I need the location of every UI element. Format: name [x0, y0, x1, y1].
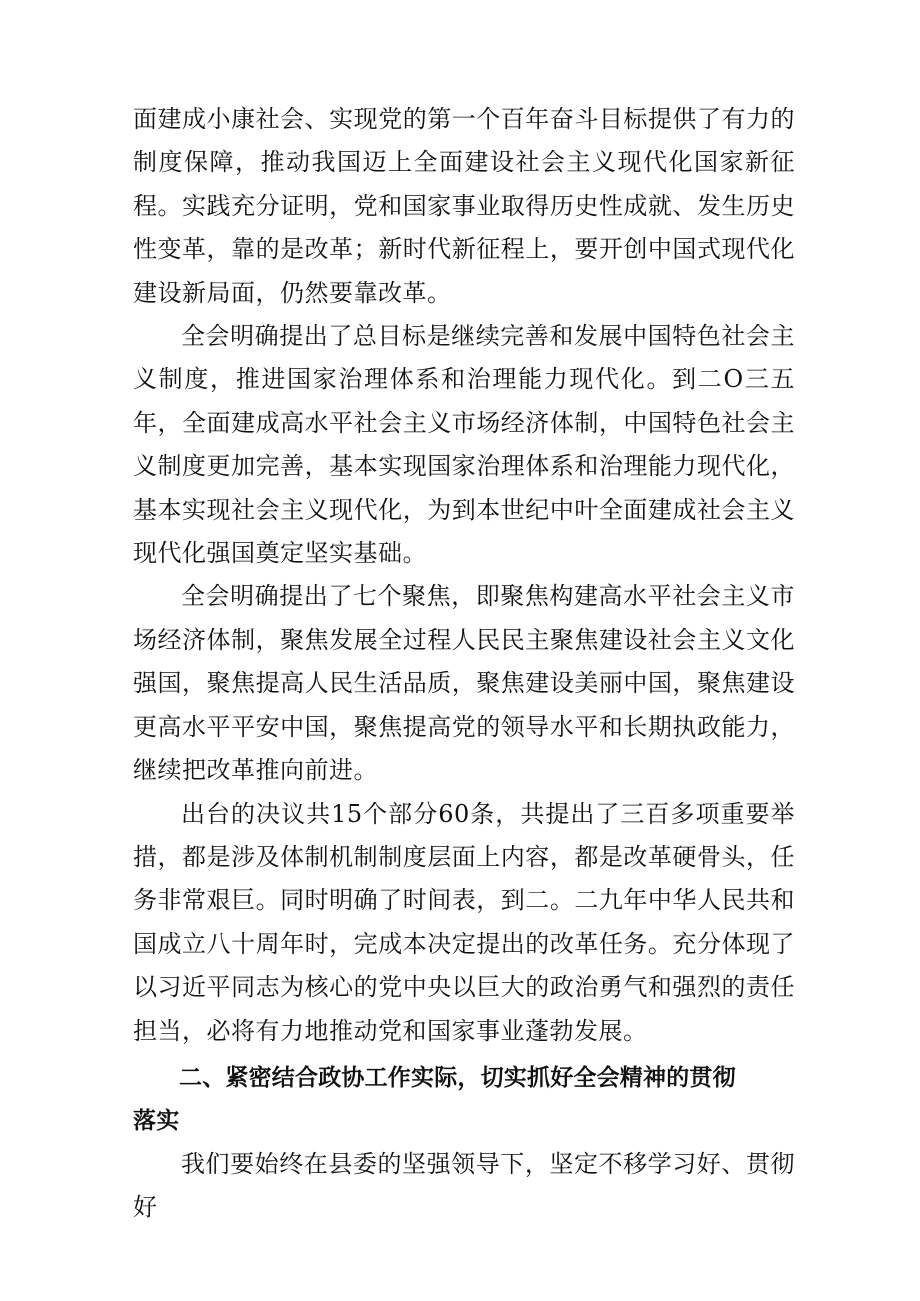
- section-heading-line-1: 二、紧密结合政协工作实际，切实抓好全会精神的贯彻: [179, 1064, 736, 1091]
- section-heading: [133, 1057, 779, 1143]
- paragraph-1: 面建成小康社会、实现党的第一个百年奋斗目标提供了有力的制度保障，推动我国迈上全面建设社会主义现代化国家新征程。实践充分证明，党和国家事业取得历史性成就、发生历史性变革，靠的是改革；新时代新征程上，要开创中国式现代化建设新局面，仍然要靠改革。: [133, 105, 795, 307]
- paragraph-5: 我们要始终在县委的坚强领导下，坚定不移学习好、贯彻好: [133, 1149, 795, 1222]
- paragraph-3: 全会明确提出了七个聚焦，即聚焦构建高水平社会主义市场经济体制，聚焦发展全过程人民民主聚焦建设社会主义文化强国，聚焦提高人民生活品质，聚焦建设美丽中国，聚焦建设更高水平平安中国，聚焦提高党的领导水平和长期执政能力，继续把改革推向前进。: [133, 582, 795, 785]
- paragraph-2: 全会明确提出了总目标是继续完善和发展中国特色社会主义制度，推进国家治理体系和治理能力现代化。到二O三五年，全面建成高水平社会主义市场经济体制，中国特色社会主义制度更加完善，基本实现国家治理体系和治理能力现代化，基本实现社会主义现代化，为到本世纪中叶全面建成社会主义现代化强国奠定坚实基础。: [133, 322, 795, 568]
- document-body: [133, 98, 795, 1230]
- paragraph-4: 出台的决议共15个部分60条，共提出了三百多项重要举措，都是涉及体制机制制度层面上内容，都是改革硬骨头，任务非常艰巨。同时明确了时间表，到二。二九年中华人民共和国成立八十周年时，完成本决定提出的改革任务。充分体现了以习近平同志为核心的党中央以巨大的政治勇气和强烈的责任担当，必将有力地推动党和国家事业蓬勃发展。: [133, 799, 795, 1045]
- section-heading-line-2: 落实: [133, 1107, 180, 1134]
